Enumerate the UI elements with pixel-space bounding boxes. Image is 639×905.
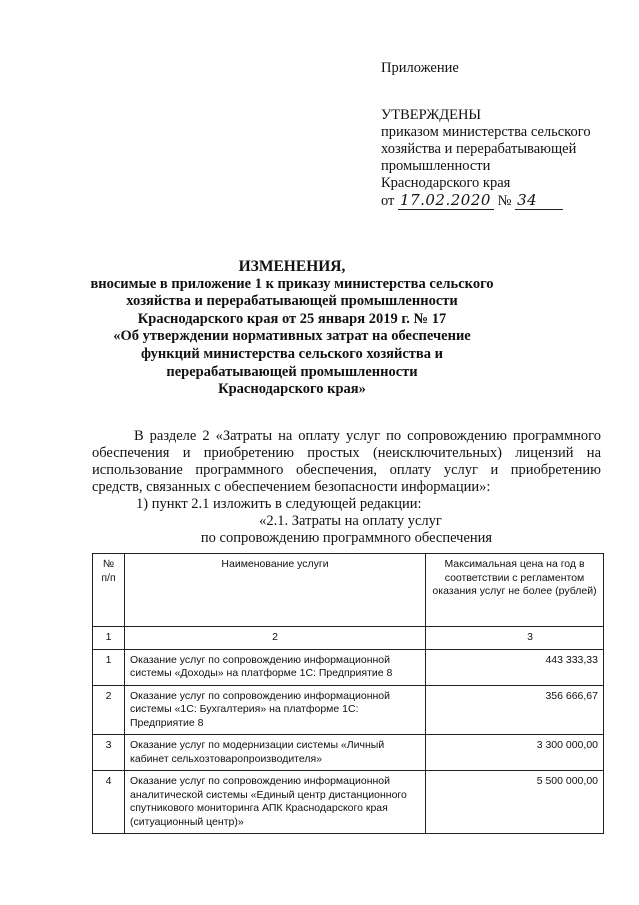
- row-number: 3: [93, 735, 125, 771]
- service-name: Оказание услуг по сопровождению информационной аналитической системы «Единый центр дистанционного спутникового мониторинга АПК Краснодарского края (ситуационный центр)»: [125, 771, 426, 834]
- service-price: 443 333,33: [426, 649, 604, 685]
- item-line: 1) пункт 2.1 изложить в следующей редакции:: [136, 496, 422, 512]
- heading-line-6: перерабатывающей промышленности: [166, 363, 418, 380]
- heading-line-7: Краснодарского края»: [218, 381, 366, 398]
- column-index-row: [93, 627, 604, 650]
- approval-line-4: Краснодарского края: [381, 175, 511, 191]
- table-row: [93, 685, 604, 735]
- approval-line-2: хозяйства и перерабатывающей: [381, 141, 577, 157]
- heading-line-1: вносимые в приложение 1 к приказу министерства сельского: [90, 275, 494, 292]
- heading-line-4: «Об утверждении нормативных затрат на обеспечение: [113, 328, 471, 345]
- header-name: Наименование услуги: [125, 554, 426, 627]
- service-price: 356 666,67: [426, 685, 604, 735]
- heading-line-5: функций министерства сельского хозяйства и: [141, 345, 443, 362]
- approved-label: УТВЕРЖДЕНЫ: [381, 107, 482, 123]
- section-paragraph: В разделе 2 «Затраты на оплату услуг по сопровождению программного обеспечения и приобретению простых (неисключительных) лицензий на использование программного обеспечения, оплату услуг и приобретению средств, связанных с обеспечением безопасности информации»:: [92, 428, 601, 495]
- handwritten-number: 34: [515, 192, 563, 210]
- heading-line-2: хозяйства и перерабатывающей промышленности: [126, 293, 458, 310]
- service-price: 3 300 000,00: [426, 735, 604, 771]
- approval-line-3: промышленности: [381, 158, 491, 174]
- table-row: [93, 771, 604, 834]
- service-name: Оказание услуг по сопровождению информационной системы «Доходы» на платформе 1С: Предприятие 8: [125, 649, 426, 685]
- heading-title: ИЗМЕНЕНИЯ,: [238, 258, 346, 275]
- table-row: [93, 649, 604, 685]
- order-date-number: [381, 192, 621, 210]
- table-row: [93, 735, 604, 771]
- body-text: [92, 428, 601, 547]
- date-prefix: от: [381, 193, 395, 209]
- handwritten-date: 17.02.2020: [398, 192, 494, 210]
- index-cell-1: 1: [93, 627, 125, 650]
- appendix-label: Приложение: [381, 60, 459, 76]
- approval-block: [381, 60, 621, 210]
- document-heading: [90, 258, 494, 399]
- index-cell-3: 3: [426, 627, 604, 650]
- header-num: № п/п: [93, 554, 125, 627]
- row-number: 2: [93, 685, 125, 735]
- row-number: 1: [93, 649, 125, 685]
- header-price: Максимальная цена на год в соответствии с регламентом оказания услуг не более (рублей): [426, 554, 604, 627]
- service-name: Оказание услуг по сопровождению информационной системы «1С: Бухгалтерия» на платформе 1С: Предприятие 8: [125, 685, 426, 735]
- services-table: [92, 553, 604, 834]
- row-number: 4: [93, 771, 125, 834]
- heading-line-3: Краснодарского края от 25 января 2019 г. № 17: [137, 310, 447, 327]
- spacer: [381, 77, 621, 107]
- subtitle-line-2: по сопровождению программного обеспечения: [200, 530, 493, 546]
- index-cell-2: 2: [125, 627, 426, 650]
- table-header-row: [93, 554, 604, 627]
- number-sign: №: [497, 193, 512, 209]
- service-name: Оказание услуг по модернизации системы «Личный кабинет сельхозтоваропроизводителя»: [125, 735, 426, 771]
- approval-line-1: приказом министерства сельского: [381, 124, 591, 140]
- subtitle-line-1: «2.1. Затраты на оплату услуг: [259, 513, 442, 529]
- service-price: 5 500 000,00: [426, 771, 604, 834]
